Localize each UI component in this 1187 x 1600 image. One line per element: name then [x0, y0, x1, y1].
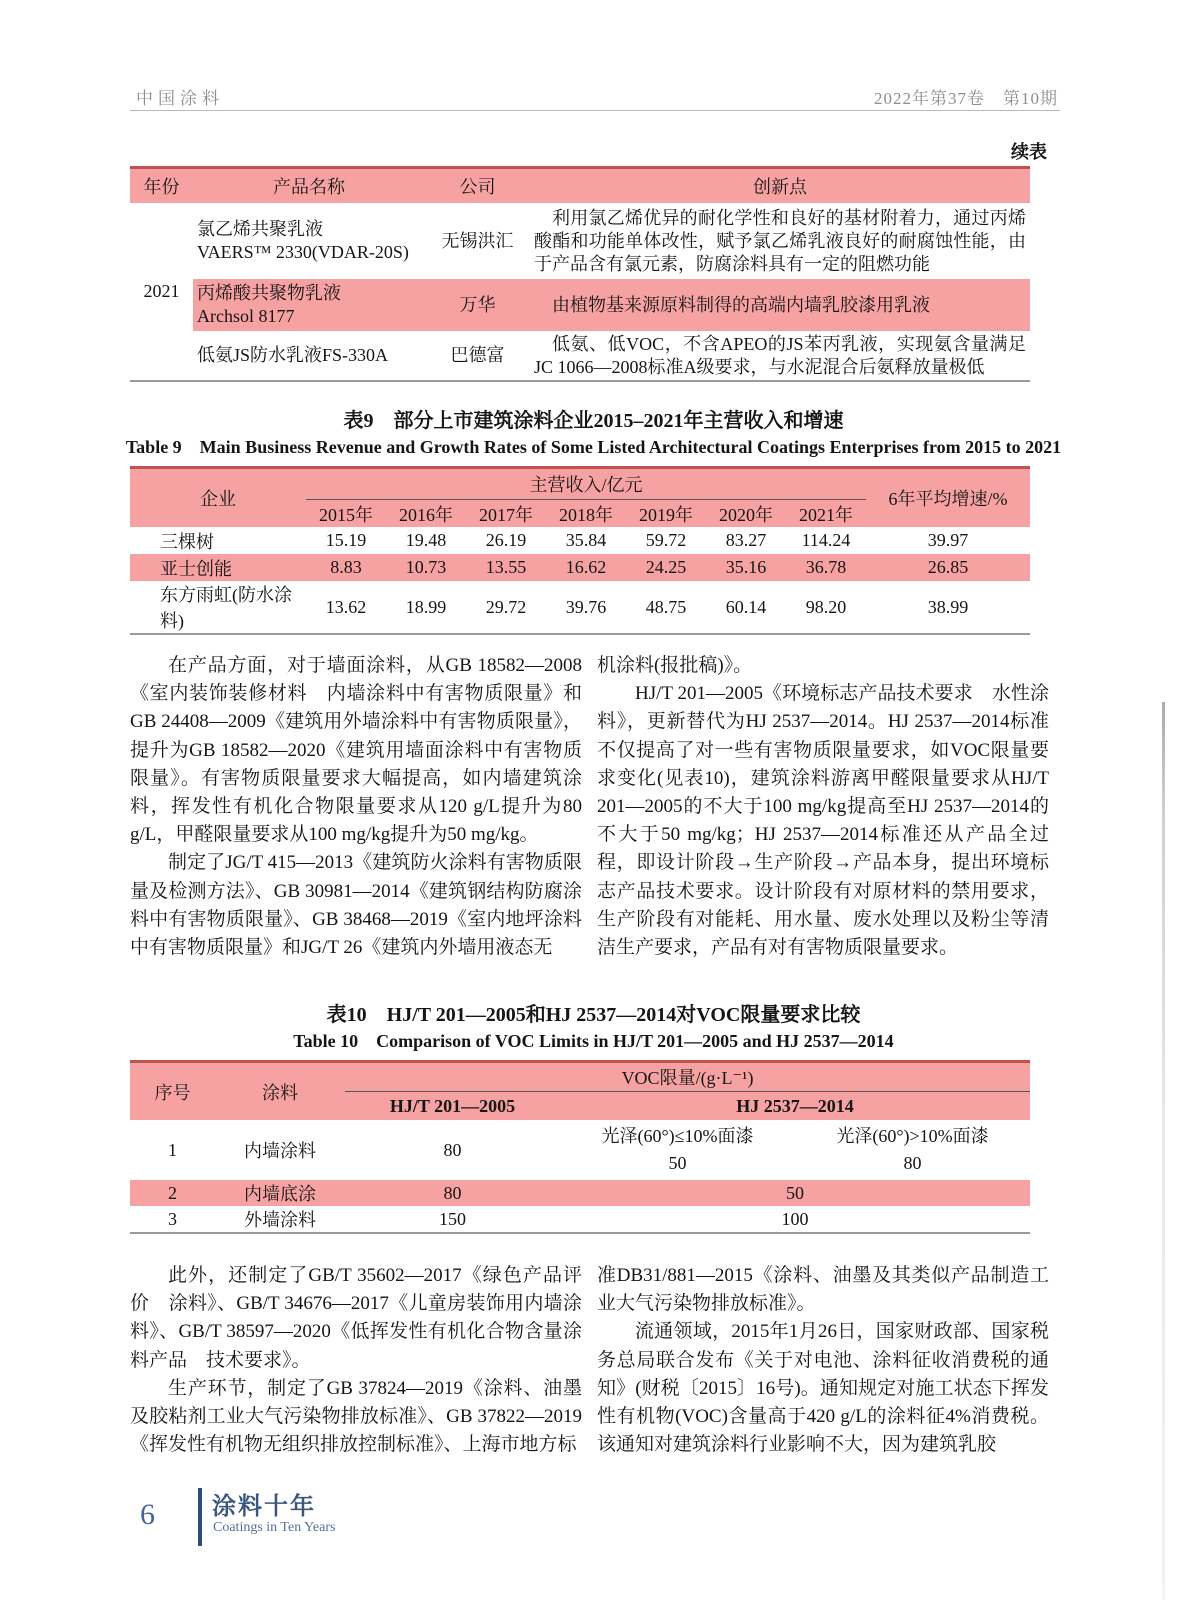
table-cell: 60.14	[725, 596, 767, 617]
journal-issue: 2022年第37卷 第10期	[874, 89, 1058, 108]
product-name-line: 氯乙烯共聚乳液	[197, 219, 323, 239]
table-header-cell: 2018年	[546, 500, 626, 528]
table-cell: 80	[345, 1180, 560, 1206]
table-header-cell: HJ 2537—2014	[560, 1092, 1030, 1121]
product-name-line: VAERS™ 2330(VDAR-20S)	[197, 242, 409, 262]
table-cell: 15.19	[325, 530, 367, 550]
table-header-cell: 主营收入/亿元	[306, 468, 866, 500]
table-cell-company: 万华	[425, 279, 530, 331]
table-cell-year: 2021	[143, 281, 180, 301]
table-cell-product	[193, 203, 425, 279]
table-cell-no: 3	[168, 1208, 177, 1229]
table-cell-product	[193, 279, 425, 331]
footer-section-subtitle: Coatings in Ten Years	[213, 1520, 336, 1535]
table-cell: 26.19	[485, 530, 527, 550]
table-cell-innovation: 低氨、低VOC，不含APEO的JS苯丙乳液，实现氨含量满足JC 1066—2008标准A级要求，与水泥混合后氨释放量极低	[534, 333, 1026, 377]
table-cell: 39.97	[927, 530, 969, 550]
table-cell: 38.99	[927, 596, 969, 617]
table10-title-zh: 表10 HJ/T 201—2005和HJ 2537—2014对VOC限量要求比较	[326, 1004, 861, 1026]
table-cell: 13.62	[325, 596, 367, 617]
table-cell: 114.24	[801, 530, 851, 550]
table-header-cell: 创新点	[530, 168, 1030, 204]
table-row	[130, 554, 1030, 581]
table-cell: 26.85	[866, 554, 1030, 581]
table-cell-product: 低氨JS防水乳液FS-330A	[197, 345, 389, 365]
table-cell: 59.72	[645, 530, 687, 550]
table-header-cell: 2020年	[706, 500, 786, 528]
table-cell-innovation: 由植物基来源原料制得的高端内墙乳胶漆用乳液	[530, 279, 1030, 331]
continued-product-table	[130, 166, 1030, 382]
footer-section-title: 涂料十年	[212, 1493, 316, 1520]
table-cell: 50	[560, 1180, 1030, 1206]
voc-limit-value: 50	[668, 1153, 687, 1173]
voc-limit-table	[130, 1060, 1030, 1234]
table-header-cell: 6年平均增速/%	[866, 468, 1030, 528]
table-header-cell: 产品名称	[193, 168, 425, 204]
table-cell: 19.48	[405, 530, 447, 550]
table-cell-coating: 内墙涂料	[244, 1141, 316, 1161]
paragraph: 准DB31/881—2015《涂料、油墨及其类似产品制造工业大气污染物排放标准》。	[597, 1265, 1049, 1315]
table-cell-enterprise: 东方雨虹(防水涂料)	[160, 585, 292, 631]
table-cell-enterprise: 三棵树	[160, 531, 214, 552]
table-header-cell: 年份	[130, 168, 193, 204]
table-cell: 100	[781, 1208, 809, 1229]
table-cell-company: 无锡洪汇	[441, 230, 514, 251]
table9-caption	[0, 408, 1187, 460]
table-header-cell: HJ/T 201—2005	[345, 1092, 560, 1121]
body-column-right	[597, 652, 1049, 962]
paragraph: HJ/T 201—2005《环境标志产品技术要求 水性涂料》，更新替代为HJ 2537—2014。HJ 2537—2014标准不仅提高了对一些有害物质限量要求，如VOC限量要求变化(见表10)，建筑涂料游离甲醛限量要求从HJ/T 201—2005的不大于100 mg/kg提高至HJ 2537—2014的不大于50 mg/kg；HJ 2537—2014标准还从产品全过程，即设计阶段→生产阶段→产品本身，提出环境标志产品技术要求。设计阶段有对原材料的禁用要求，生产阶段有对能耗、用水量、废水处理以及粉尘等清洁生产要求，产品有对有害物质限量要求。	[597, 683, 1049, 959]
revenue-table	[130, 466, 1030, 635]
table-cell: 10.73	[386, 554, 466, 581]
table-row	[130, 527, 1030, 554]
table-header-cell: 2021年	[786, 500, 866, 528]
footer-divider-bar	[198, 1488, 202, 1546]
table-header-cell: 2017年	[466, 500, 546, 528]
product-name-line: Archsol 8177	[197, 306, 295, 326]
table-cell	[560, 1120, 795, 1180]
table-cell: 16.62	[546, 554, 626, 581]
table-cell-no: 2	[130, 1180, 215, 1206]
table-cell: 83.27	[725, 530, 767, 550]
table-cell-enterprise: 亚士创能	[130, 554, 306, 581]
table-header-cell: 2019年	[626, 500, 706, 528]
table-cell-coating: 内墙底涂	[215, 1180, 345, 1206]
journal-name: 中国涂料	[136, 89, 224, 108]
paragraph: 机涂料(报批稿)》。	[597, 655, 753, 676]
table-header-cell: VOC限量/(g·L⁻¹)	[345, 1062, 1030, 1092]
body-column-right-lower	[597, 1262, 1049, 1459]
table-cell: 36.78	[786, 554, 866, 581]
table-cell-innovation: 利用氯乙烯优异的耐化学性和良好的基材附着力，通过丙烯酸酯和功能单体改性，赋予氯乙烯乳液良好的耐腐蚀性能，由于产品含有氯元素，防腐涂料具有一定的阻燃功能	[534, 207, 1026, 274]
body-column-left-lower	[130, 1262, 582, 1459]
table-cell-coating: 外墙涂料	[244, 1210, 316, 1230]
product-name-line: 丙烯酸共聚物乳液	[197, 283, 341, 303]
table-cell	[795, 1120, 1030, 1180]
table-cell: 35.16	[706, 554, 786, 581]
table-cell-no: 1	[168, 1139, 177, 1160]
table-cell: 24.25	[626, 554, 706, 581]
body-column-left	[130, 652, 582, 962]
table-cell-company: 巴德富	[450, 345, 505, 365]
gloss-condition-label: 光泽(60°)≤10%面漆	[601, 1126, 754, 1146]
table-cell: 18.99	[405, 596, 447, 617]
page-number: 6	[140, 1498, 155, 1531]
table-row	[130, 1120, 1030, 1180]
paragraph: 生产环节，制定了GB 37824—2019《涂料、油墨及胶粘剂工业大气污染物排放标准》、GB 37822—2019《挥发性有机物无组织排放控制标准》、上海市地方标	[130, 1377, 582, 1456]
page-edge-artifact	[1162, 702, 1165, 1600]
continued-table-label: 续表	[1011, 142, 1047, 162]
table-cell: 13.55	[466, 554, 546, 581]
table-row	[130, 581, 1030, 634]
table9-title-zh: 表9 部分上市建筑涂料企业2015–2021年主营收入和增速	[343, 410, 844, 432]
table-cell: 80	[443, 1139, 462, 1160]
table-header-cell: 序号	[130, 1062, 215, 1121]
table-row	[130, 1206, 1030, 1233]
gloss-condition-label: 光泽(60°)>10%面漆	[836, 1126, 989, 1146]
paragraph: 在产品方面，对于墙面涂料，从GB 18582—2008《室内装饰装修材料 内墙涂料中有害物质限量》和GB 24408—2009《建筑用外墙涂料中有害物质限量》，提升为GB 18582—2020《建筑用墙面涂料中有害物质限量》。有害物质限量要求大幅提高，如内墙建筑涂料，挥发性有机化合物限量要求从120 g/L提升为80 g/L，甲醛限量要求从100 mg/kg提升为50 mg/kg。	[130, 655, 582, 846]
table-cell: 8.83	[306, 554, 386, 581]
table-header-cell: 2016年	[386, 500, 466, 528]
table-cell: 48.75	[645, 596, 687, 617]
table10-caption	[0, 1002, 1187, 1054]
table-header-cell: 涂料	[215, 1062, 345, 1121]
table-cell: 35.84	[565, 530, 607, 550]
voc-limit-value: 80	[903, 1153, 922, 1173]
paragraph: 制定了JG/T 415—2013《建筑防火涂料有害物质限量及检测方法》、GB 30981—2014《建筑钢结构防腐涂料中有害物质限量》、GB 38468—2019《室内地坪涂料中有害物质限量》和JG/T 26《建筑内外墙用液态无	[130, 852, 582, 959]
table-cell: 29.72	[485, 596, 527, 617]
table-cell: 150	[439, 1208, 466, 1229]
table-header-cell: 2015年	[306, 500, 386, 528]
table-header-cell: 企业	[130, 468, 306, 528]
paragraph: 此外，还制定了GB/T 35602—2017《绿色产品评价 涂料》、GB/T 34676—2017《儿童房装饰用内墙涂料》、GB/T 38597—2020《低挥发性有机化合物含量涂料产品 技术要求》。	[130, 1265, 582, 1371]
table-row	[130, 1180, 1030, 1206]
table9-title-en: Table 9 Main Business Revenue and Growth Rates of Some Listed Architectural Coatings Enterprises from 2015 to 2021	[125, 437, 1062, 457]
table-cell: 39.76	[565, 596, 607, 617]
running-head	[130, 84, 1060, 111]
paragraph: 流通领域，2015年1月26日，国家财政部、国家税务总局联合发布《关于对电池、涂料征收消费税的通知》(财税〔2015〕16号)。通知规定对施工状态下挥发性有机物(VOC)含量高于420 g/L的涂料征4%消费税。该通知对建筑涂料行业影响不大，因为建筑乳胶	[597, 1321, 1049, 1456]
table10-title-en: Table 10 Comparison of VOC Limits in HJ/T 201—2005 and HJ 2537—2014	[293, 1031, 894, 1051]
table-header-cell: 公司	[425, 168, 530, 204]
table-cell: 98.20	[805, 596, 847, 617]
